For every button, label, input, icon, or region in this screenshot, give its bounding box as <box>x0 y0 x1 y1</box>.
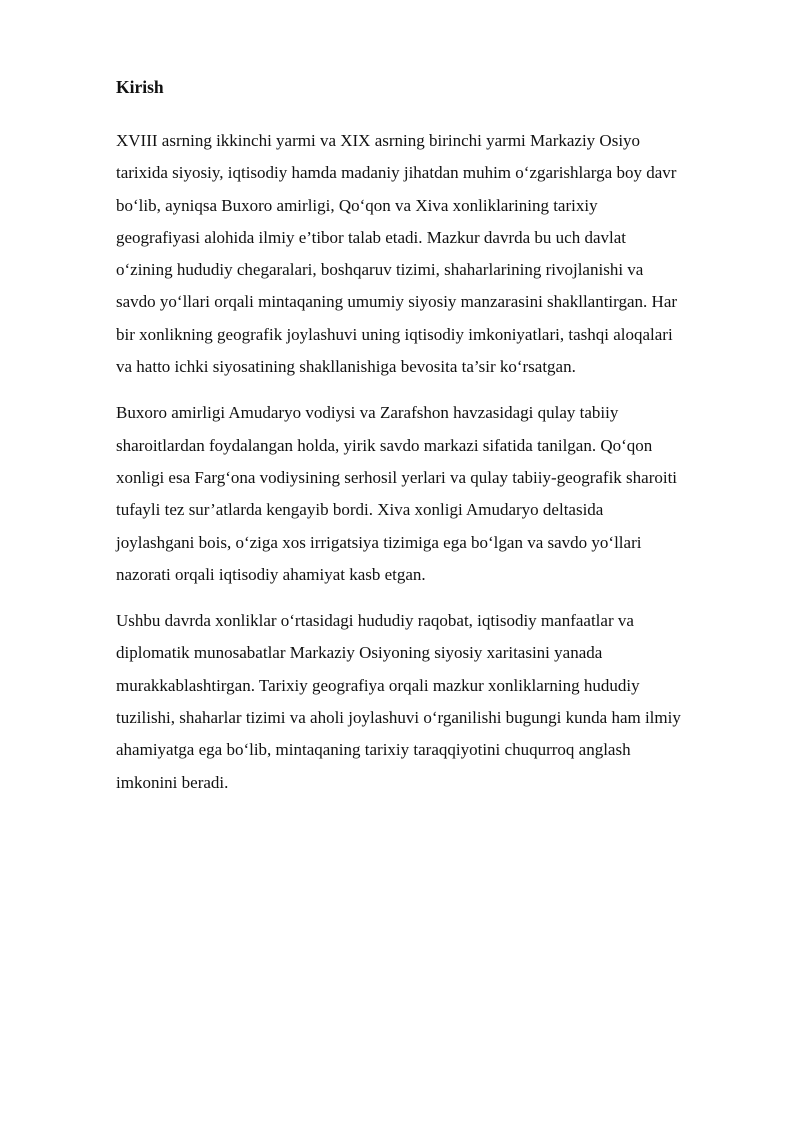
paragraph-line: imkonini beradi. <box>116 772 229 792</box>
paragraph-2 <box>116 397 742 591</box>
paragraph-line: tuzilishi, shaharlar tizimi va aholi joylashuvi o‘rganilishi bugungi kunda ham ilmiy <box>116 708 681 728</box>
paragraph-line: va hatto ichki siyosatining shakllanishiga bevosita ta’sir ko‘rsatgan. <box>116 357 576 377</box>
paragraph-3 <box>116 605 742 799</box>
paragraph-line: bo‘lib, ayniqsa Buxoro amirligi, Qo‘qon va Xiva xonliklarining tarixiy <box>116 195 598 215</box>
paragraph-line: tarixida siyosiy, iqtisodiy hamda madaniy jihatdan muhim o‘zgarishlarga boy davr <box>116 163 677 183</box>
paragraph-line: joylashgani bois, o‘ziga xos irrigatsiya tizimiga ega bo‘lgan va savdo yo‘llari <box>116 532 642 552</box>
document-body <box>116 76 742 813</box>
paragraph-line: murakkablashtirgan. Tarixiy geografiya orqali mazkur xonliklarning hududiy <box>116 675 640 695</box>
paragraph-line: geografiyasi alohida ilmiy e’tibor talab etadi. Mazkur davrda bu uch davlat <box>116 227 626 247</box>
paragraph-line: diplomatik munosabatlar Markaziy Osiyoning siyosiy xaritasini yanada <box>116 643 603 663</box>
paragraph-line: nazorati orqali iqtisodiy ahamiyat kasb etgan. <box>116 564 426 584</box>
paragraph-line: XVIII asrning ikkinchi yarmi va XIX asrning birinchi yarmi Markaziy Osiyo <box>116 131 641 150</box>
paragraph-line: bir xonlikning geografik joylashuvi uning iqtisodiy imkoniyatlari, tashqi aloqalari <box>116 324 673 344</box>
paragraph-line: Ushbu davrda xonliklar o‘rtasidagi hududiy raqobat, iqtisodiy manfaatlar va <box>116 611 634 631</box>
paragraph-line: ahamiyatga ega bo‘lib, mintaqaning tarixiy taraqqiyotini chuqurroq anglash <box>116 740 631 760</box>
section-heading: Kirish <box>116 77 164 97</box>
paragraph-line: Buxoro amirligi Amudaryo vodiysi va Zarafshon havzasidagi qulay tabiiy <box>116 403 619 423</box>
paragraph-line: tufayli tez sur’atlarda kengayib bordi. Xiva xonligi Amudaryo deltasida <box>116 500 604 520</box>
paragraph-line: sharoitlardan foydalangan holda, yirik savdo markazi sifatida tanilgan. Qo‘qon <box>116 435 653 455</box>
paragraph-line: xonligi esa Farg‘ona vodiysining serhosil yerlari va qulay tabiiy-geografik sharoiti <box>116 467 678 487</box>
paragraph-line: savdo yo‘llari orqali mintaqaning umumiy siyosiy manzarasini shakllantirgan. Har <box>116 292 678 312</box>
paragraph-1 <box>116 125 742 383</box>
paragraph-line: o‘zining hududiy chegaralari, boshqaruv tizimi, shaharlarining rivojlanishi va <box>116 260 644 280</box>
